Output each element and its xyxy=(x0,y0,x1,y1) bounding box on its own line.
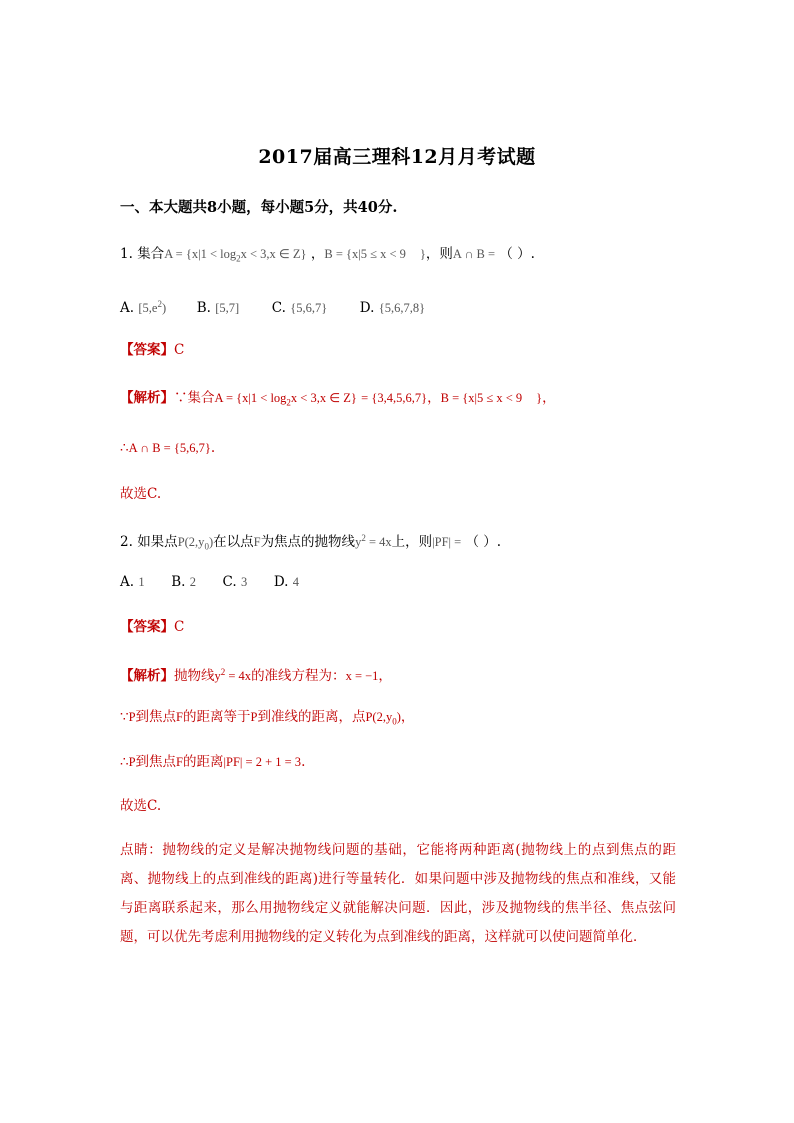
question-2-note: 点睛：抛物线的定义是解决抛物线问题的基础，它能将两种距离(抛物线上的点到焦点的距离、抛物线上的点到准线的距离)进行等量转化．如果问题中涉及抛物线的焦点和准线，又能与距离联系起来，那么用抛物线定义就能解决问题．因此，涉及抛物线的焦半径、焦点弦问题，可以优先考虑利用抛物线的定义转化为点到准线的距离，这样就可以使问题简单化． xyxy=(120,842,676,945)
question-2-analysis-line3: ∴P到焦点F的距离|PF| = 2 + 1 = 3. xyxy=(120,754,306,770)
question-1-conclusion: 故选C. xyxy=(120,486,162,502)
math-pf: |PF| = xyxy=(432,535,462,550)
question-2: 2. 如果点$P(2,y_0)$在以点F为焦点的抛物线$y^2 = 4x$上，则|PF| = （ ）. xyxy=(120,533,502,552)
question-1-analysis: 【解析】∵集合$A = \{x|1 < \log_2x < 3,x$ ∈ Z} = {3,4,5,6,7}，B = {x|5 ≤ x < 9 }， xyxy=(120,390,556,408)
question-text: 集合 xyxy=(137,246,165,262)
math-directrix: x = −1 xyxy=(345,669,379,684)
option-a: A. 1 xyxy=(120,574,145,590)
question-2-options xyxy=(120,572,299,592)
question-2-conclusion: 故选C. xyxy=(120,798,162,814)
question-number: 2. xyxy=(120,534,133,551)
math-point: $P(2,y_0)$ xyxy=(365,710,401,727)
question-1-therefore: ∴A ∩ B = {5,6,7}. xyxy=(120,440,216,456)
answer-value: C xyxy=(174,619,185,635)
option-c: C. 3 xyxy=(222,574,248,590)
question-number: 1. xyxy=(120,246,133,262)
answer-paren: （ ）. xyxy=(465,534,502,551)
math-pf-result: |PF| = 2 + 1 = 3 xyxy=(223,755,302,769)
analysis-tag: 【解析】 xyxy=(120,390,174,406)
section-heading: 一、本大题共8小题，每小题5分，共40分. xyxy=(120,199,398,216)
question-1-answer xyxy=(120,340,184,360)
math-set-a: $A = \{x|1 < \log_2x < 3,x$ ∈ Z} xyxy=(214,391,357,408)
option-c: C. {5,6,7} xyxy=(271,300,328,317)
question-2-answer xyxy=(120,617,184,637)
math-result: = {3,4,5,6,7} xyxy=(361,391,428,405)
option-d: D. {5,6,7,8} xyxy=(359,300,426,317)
question-ask: ，则 xyxy=(425,246,453,262)
option-a: A. $[5,e^2)$ xyxy=(120,299,167,317)
question-2-analysis: 【解析】抛物线$y^2 = 4x$的准线方程为：x = −1， xyxy=(120,667,392,685)
option-d: D. 4 xyxy=(273,574,300,590)
question-2-analysis-line2: ∵P到焦点F的距离等于P到准线的距离，点$P(2,y_0)$， xyxy=(120,709,415,727)
option-b: B. 2 xyxy=(171,574,196,590)
answer-paren: （ ）. xyxy=(499,246,535,262)
math-point: $P(2,y_0)$ xyxy=(177,535,214,552)
answer-value: C xyxy=(174,342,185,358)
math-parabola: $y^2 = 4x$ xyxy=(355,533,392,550)
math-intersection-result: A ∩ B = {5,6,7} xyxy=(128,441,211,455)
math-set-b: B = {x|5 ≤ x < 9 } xyxy=(440,391,543,405)
option-b: B. [5,7] xyxy=(196,300,240,317)
question-1 xyxy=(120,244,535,269)
answer-tag: 【答案】 xyxy=(120,619,174,635)
answer-tag: 【答案】 xyxy=(120,342,174,358)
math-set-b: B = {x|5 ≤ x < 9 } xyxy=(324,247,426,261)
analysis-tag: 【解析】 xyxy=(120,668,174,685)
math-set-a: $A = \{x|1 < \log_2x < 3,x$ ∈ Z} xyxy=(164,247,307,264)
separator: ， xyxy=(310,246,325,262)
math-intersection: A ∩ B = xyxy=(452,247,496,261)
math-parabola: $y^2 = 4x$ xyxy=(214,667,252,684)
page-title: 2017届高三理科12月月考试题 xyxy=(258,146,536,168)
question-1-options xyxy=(120,294,425,318)
